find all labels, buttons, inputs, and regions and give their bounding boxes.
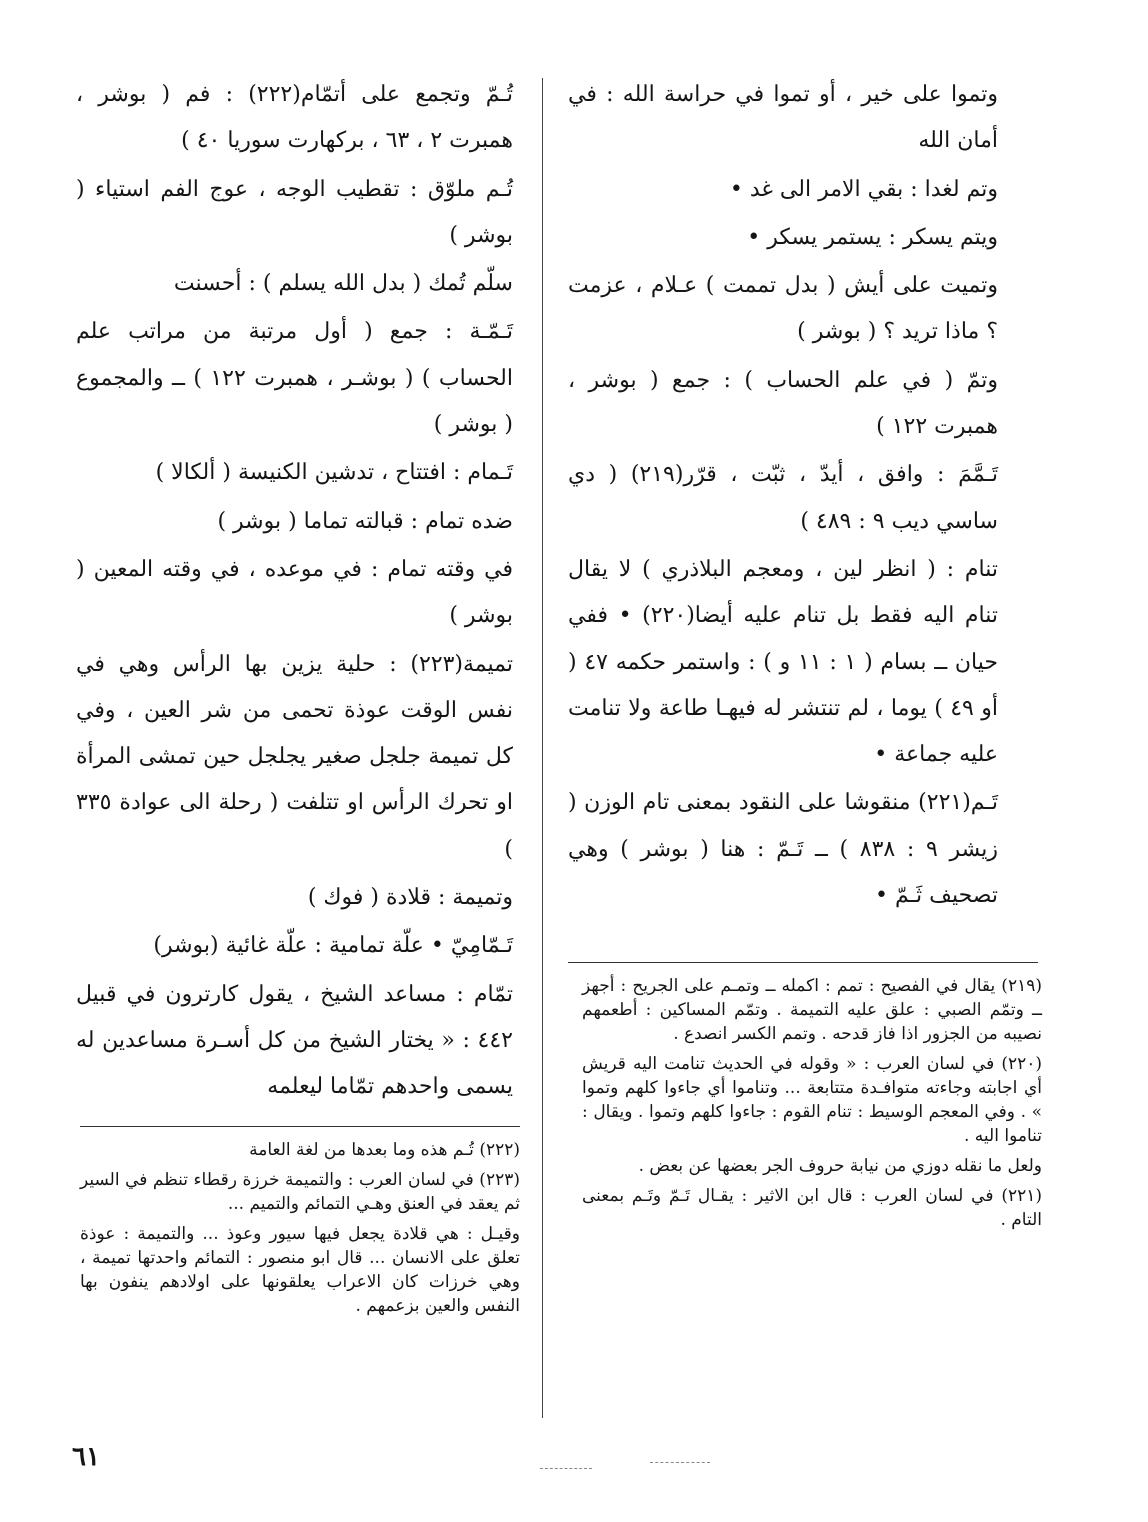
paragraph: ضده تمام : قبالته تماما ( بوشر )	[217, 508, 513, 534]
paragraph: ويتم يسكر : يستمر يسكر •	[747, 224, 998, 250]
paragraph: تنام : ( انظر لين ، ومعجم البلاذري ) لا يقال تنام اليه فقط بل تنام عليه أيضا(٢٢٠) • ففي حيان ــ بسام ( ١ : ١١ و ) : واستمر حكمه ٤٧ ( أو ٤٩ ) يوما ، لم تنتشر له فيهـا طاعة ولا تنامت عليه جماعة •	[568, 556, 999, 768]
paragraph: وتميت على أيش ( بدل تممت ) عـلام ، عزمت ؟ ماذا تريد ؟ ( بوشر )	[568, 273, 998, 345]
footnotes-left	[80, 1138, 520, 1324]
paragraph: تَـمّامِيّ • علّة تمامية : علّة غائية (بوشر)	[153, 933, 513, 959]
paragraph: تَـمَّمَ : وافق ، أيدّ ، ثبّت ، قرّر(٢١٩) ( دي ساسي ديب ٩ : ٤٨٩ )	[568, 462, 998, 534]
footnote-223-continued: وقيـل : هي قلادة يجعل فيها سيور وعوذ ... والتميمة : عوذة تعلق على الانسان ... قال ابو منصور : التمائم واحدتها تميمة ، وهي خرزات كان الاعراب يعلقونها على اولادهم ينفون بها النفس والعين بزعمهم .	[80, 1224, 520, 1316]
footnote-220: (٢٢٠) في لسان العرب : « وقوله في الحديث تنامت اليه قريش أي اجابته وجاءته متوافـدة متتابعة ... وتناموا أي جاءوا كلهم وتموا » . وفي المعجم الوسيط : تنام القوم : جاءوا كلهم وتموا . ويقال : تناموا اليه .	[582, 1054, 1042, 1146]
paragraph: تَـم(٢٢١) منقوشا على النقود بمعنى تام الوزن ( زيشر ٩ : ٨٣٨ ) ــ تَـمّ : هنا ( بوشر ) وهي تصحيف ثَـمّ •	[568, 790, 998, 909]
paragraph: في وقته تمام : في موعده ، في وقته المعين ( بوشر )	[76, 556, 513, 629]
left-column	[76, 72, 513, 1113]
footnote-222: (٢٢٢) تُـم هذه وما بعدها من لغة العامة	[249, 1140, 520, 1160]
paragraph: تَـمّـة : جمع ( أول مرتبة من مراتب علم الحساب ) ( بوشـر ، همبرت ١٢٢ ) ــ والمجموع ( بوشر )	[76, 319, 513, 438]
right-column	[568, 72, 998, 921]
paragraph: وتم لغدا : بقي الامر الى غد •	[729, 176, 998, 202]
footnote-219: (٢١٩) يقال في الفصيح : تمم : اكمله ــ وتمـم على الجريح : أجهز ــ وتمّم الصبي : علق عليه التميمة . وتمّم المساكين : أطعمهم نصيبه من الجزور اذا فاز قدحه . وتمم الكسر انصدع .	[582, 976, 1042, 1044]
paragraph: تمّام : مساعد الشيخ ، يقول كارترون في قبيل ٤٤٢ : « يختار الشيخ من كل أسـرة مساعدين له يسمى واحدهم تمّاما ليعلمه	[76, 981, 513, 1100]
paragraph: وتمّ ( في علم الحساب ) : جمع ( بوشر ، همبرت ١٢٢ )	[568, 367, 998, 440]
paragraph: سلّم تُمك ( بدل الله يسلم ) : أحسنت	[173, 271, 513, 297]
paragraph: تميمة(٢٢٣) : حلية يزين بها الرأس وهي في نفس الوقت عوذة تحمى من شر العين ، وفي كل تميمة جلجل صغير يجلجل حين تمشى المرأة او تحرك الرأس او تتلفت ( رحلة الى عوادة ٣٣٥ )	[76, 651, 513, 862]
column-divider	[542, 78, 543, 1418]
paragraph: تُـمّ وتجمع على أتمّام(٢٢٢) : فم ( بوشر ، همبرت ٢ ، ٦٣ ، بركهارت سوريا ٤٠ )	[76, 82, 513, 154]
footnotes-right	[582, 974, 1042, 1238]
footnote-223: (٢٢٣) في لسان العرب : والتميمة خرزة رقطاء تنظم في السير ثم يعقد في العنق وهـي التمائم والتميم ...	[80, 1170, 520, 1214]
paragraph: وتموا على خير ، أو تموا في حراسة الله : في أمان الله	[568, 82, 998, 154]
scan-mark	[540, 1468, 592, 1469]
footnote-rule-left	[80, 1126, 520, 1127]
footnote-221: (٢٢١) في لسان العرب : قال ابن الاثير : يقـال تَـمّ وتَـم بمعنى التام .	[582, 1186, 1042, 1230]
paragraph: تُـم ملوّق : تقطيب الوجه ، عوج الفم استياء ( بوشر )	[76, 176, 513, 248]
scan-mark	[650, 1462, 710, 1463]
paragraph: وتميمة : قلادة ( فوك )	[307, 885, 513, 911]
page-number: ٦١	[72, 1442, 100, 1472]
paragraph: تَـمام : افتتاح ، تدشين الكنيسة ( ألكالا )	[155, 460, 513, 486]
footnote-220-continued: ولعل ما نقله دوزي من نيابة حروف الجر بعضها عن بعض .	[638, 1156, 1042, 1176]
footnote-rule-right	[568, 962, 1038, 963]
